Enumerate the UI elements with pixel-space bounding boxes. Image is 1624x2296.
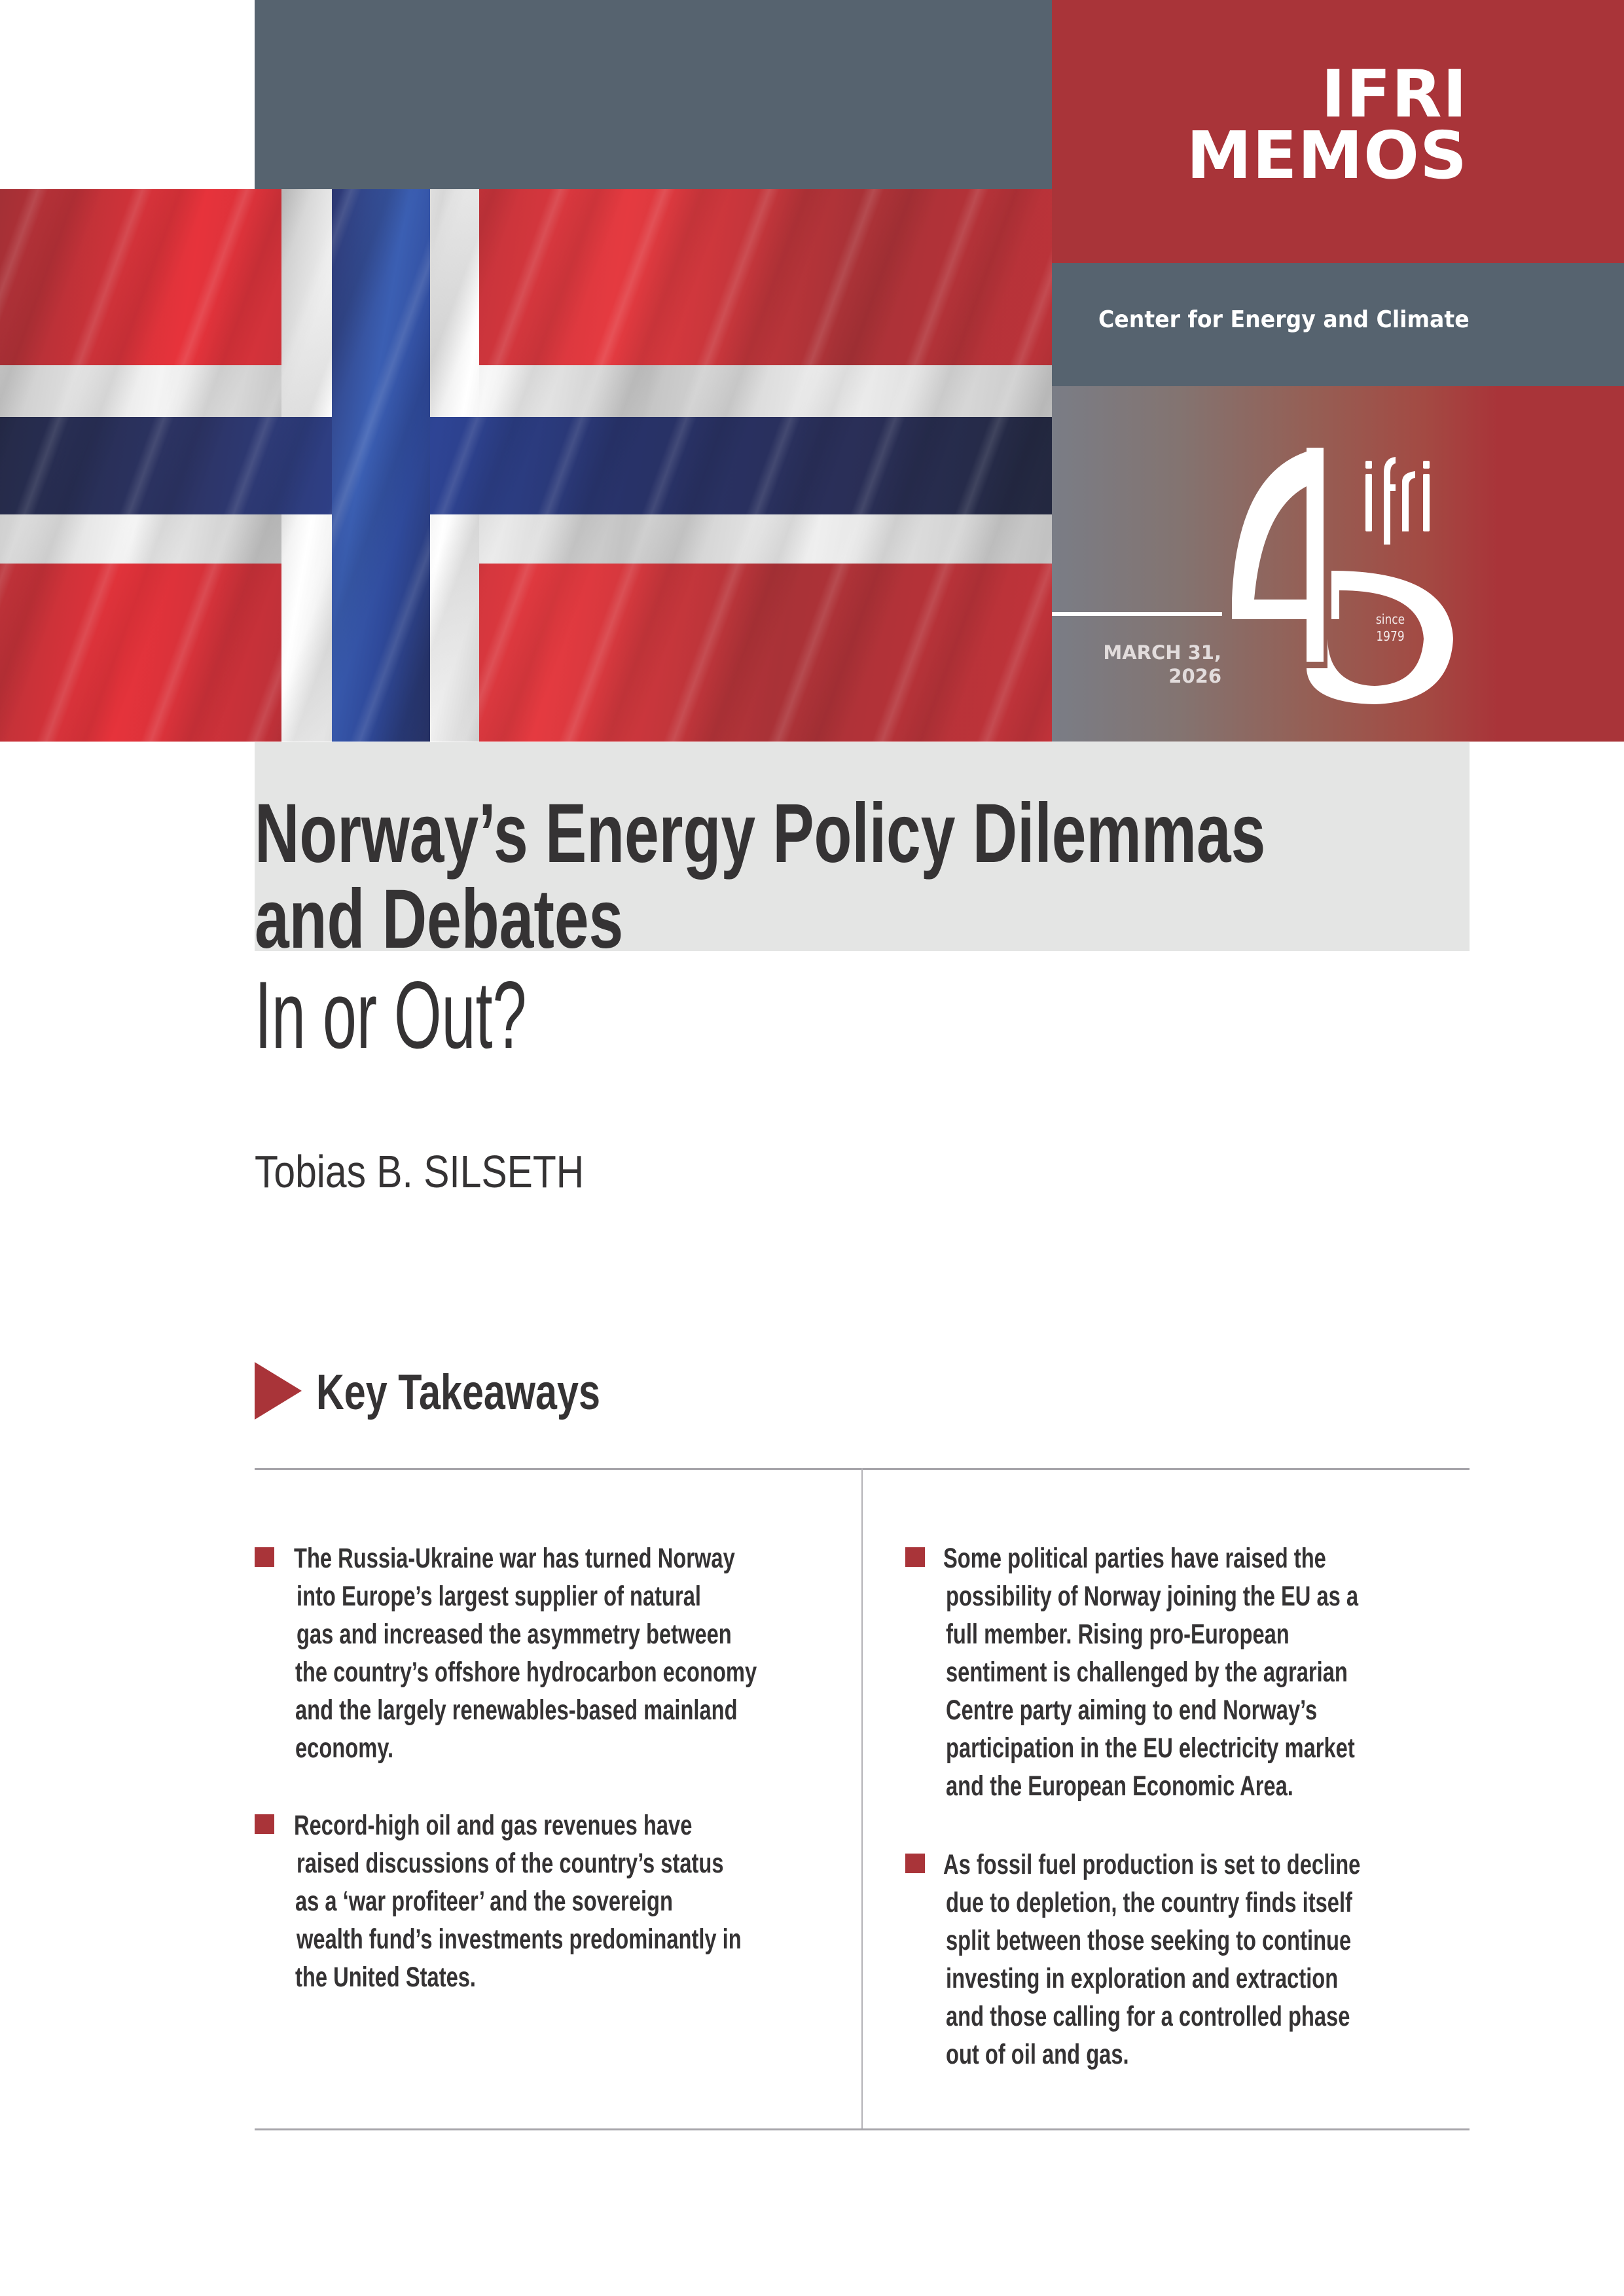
- series-title-ifri: IFRI: [1321, 56, 1468, 132]
- takeaway-text-line: sentiment is challenged by the agrarian: [946, 1657, 1348, 1688]
- bullet-square-icon: [255, 1547, 274, 1567]
- research-center-label: Center for Energy and Climate: [1098, 306, 1470, 333]
- takeaway-text-line: possibility of Norway joining the EU as a: [946, 1581, 1359, 1612]
- section-heading-key-takeaways: Key Takeaways: [316, 1365, 600, 1420]
- takeaway-text-line: as a ‘war profiteer’ and the sovereign: [295, 1886, 673, 1917]
- takeaway-text-line: and the European Economic Area.: [946, 1770, 1293, 1802]
- takeaway-text-line: and those calling for a controlled phase: [946, 2001, 1350, 2032]
- section-arrow-icon: [255, 1362, 302, 1420]
- series-banner: [1052, 0, 1624, 263]
- logo-since-label: since: [1375, 611, 1405, 627]
- bullet-square-icon: [255, 1814, 274, 1834]
- takeaway-text-line: As fossil fuel production is set to decline: [943, 1849, 1361, 1880]
- takeaway-text-line: Centre party aiming to end Norway’s: [946, 1695, 1318, 1726]
- takeaway-text-line: gas and increased the asymmetry between: [297, 1619, 732, 1650]
- takeaway-text-line: into Europe’s largest supplier of natural: [297, 1581, 701, 1612]
- takeaway-text-line: The Russia-Ukraine war has turned Norway: [294, 1543, 735, 1574]
- takeaway-text-line: out of oil and gas.: [946, 2039, 1129, 2070]
- publication-date-line1: MARCH 31,: [1103, 641, 1221, 664]
- takeaway-text-line: economy.: [295, 1732, 394, 1764]
- takeaway-text-line: split between those seeking to continue: [946, 1925, 1352, 1956]
- page-title-line1: Norway’s Energy Policy Dilemmas: [255, 787, 1266, 880]
- takeaway-text-line: investing in exploration and extraction: [946, 1963, 1339, 1994]
- cover-image-norway-flag: [0, 189, 1052, 742]
- bullet-square-icon: [905, 1547, 925, 1567]
- author-name: Tobias B. SILSETH: [255, 1146, 585, 1197]
- takeaway-text-line: due to depletion, the country finds itself: [946, 1887, 1352, 1918]
- takeaway-text-line: raised discussions of the country’s status: [297, 1848, 724, 1879]
- logo-since-year: 1979: [1376, 628, 1405, 644]
- publication-date-line2: 2026: [1168, 665, 1221, 687]
- page-subtitle: In or Out?: [255, 961, 527, 1068]
- takeaways-column-divider: [861, 1468, 863, 2130]
- flag-fabric-sheen: [0, 189, 1052, 742]
- header-slate-block: [255, 0, 1052, 189]
- takeaway-text-line: the country’s offshore hydrocarbon economy: [295, 1657, 757, 1688]
- bullet-square-icon: [905, 1854, 925, 1873]
- takeaway-text-line: participation in the EU electricity market: [946, 1732, 1355, 1764]
- takeaway-text-line: the United States.: [295, 1962, 477, 1993]
- ifri-45-anniversary-logo-icon: [1224, 442, 1466, 704]
- takeaways-bottom-divider: [255, 2128, 1470, 2130]
- series-title-memos: MEMOS: [1186, 117, 1468, 194]
- takeaway-text-line: Record-high oil and gas revenues have: [294, 1810, 693, 1841]
- takeaway-text-line: wealth fund’s investments predominantly in: [297, 1924, 742, 1955]
- page-title-line2: and Debates: [255, 872, 624, 966]
- takeaway-text-line: full member. Rising pro-European: [946, 1619, 1290, 1650]
- takeaway-text-line: and the largely renewables-based mainland: [295, 1695, 738, 1726]
- takeaway-text-line: Some political parties have raised the: [943, 1543, 1326, 1574]
- date-divider: [1052, 612, 1222, 616]
